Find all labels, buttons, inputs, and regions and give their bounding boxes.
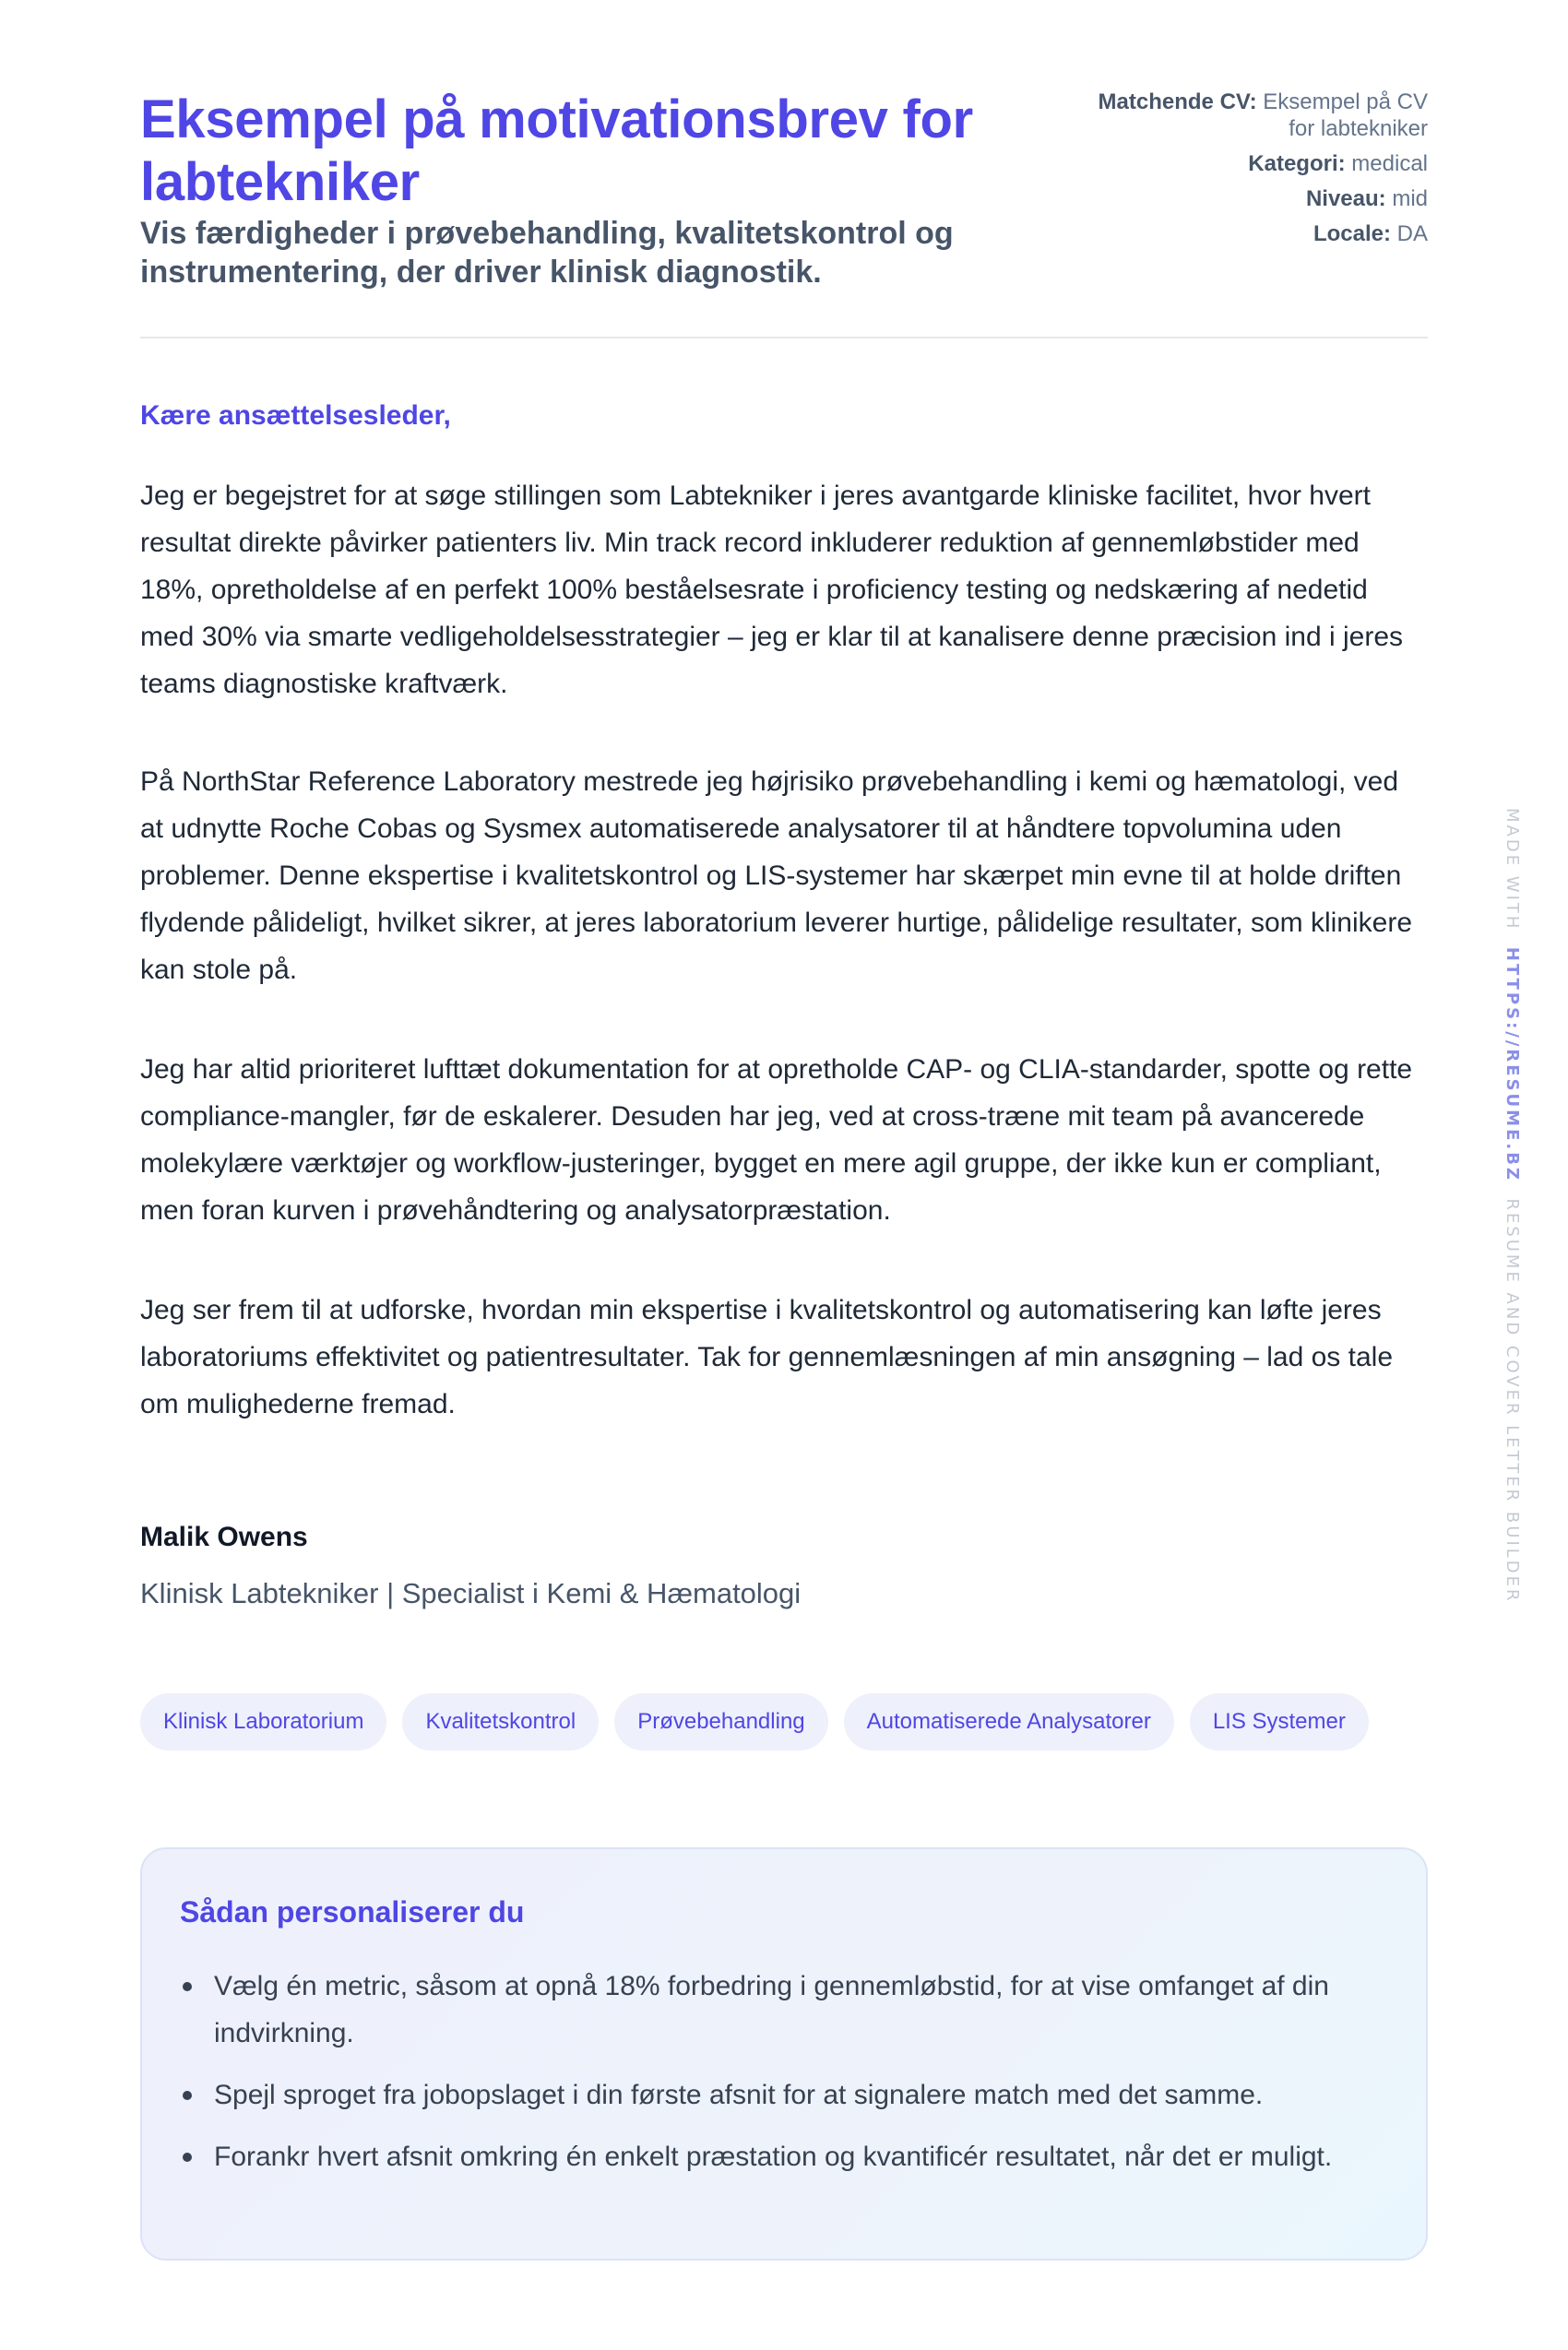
meta-locale-label: Locale:: [1313, 221, 1391, 246]
watermark-prefix: MADE WITH: [1503, 808, 1522, 932]
skill-tag[interactable]: Prøvebehandling: [614, 1693, 827, 1751]
tip-item: [180, 2133, 1379, 2180]
meta-category-label: Kategori:: [1248, 151, 1346, 176]
tip-item: [180, 2071, 1379, 2119]
skill-tag[interactable]: Klinisk Laboratorium: [140, 1693, 386, 1751]
meta-level-value: mid: [1392, 186, 1428, 211]
meta-category-value: medical: [1351, 151, 1428, 176]
page-title: Eksempel på motivationsbrev for labtekniker: [140, 89, 973, 212]
meta-level: [1096, 185, 1428, 212]
meta-cv: [1096, 89, 1428, 142]
meta-category: [1096, 150, 1428, 177]
bullet-icon: [183, 1982, 192, 1991]
meta-panel: [1096, 89, 1428, 255]
signature-name: Malik Owens: [140, 1522, 308, 1552]
signature-title: Klinisk Labtekniker | Specialist i Kemi & Hæmatologi: [140, 1577, 802, 1609]
meta-cv-label: Matchende CV:: [1098, 89, 1257, 114]
tip-item: [180, 1963, 1379, 2057]
letter-paragraph: På NorthStar Reference Laboratory mestrede jeg højrisiko prøvebehandling i kemi og hæmatologi, ved at udnytte Roche Cobas og Sysmex automatiserede analysatorer til at håndtere topvolumina uden problemer. Denne ekspertise i kvalitetskontrol og LIS-systemer har skærpet min evne til at holde driften flydende pålideligt, hvilket sikrer, at jeres laboratorium leverer hurtige, pålidelige resultater, som klinikere kan stole på.: [140, 766, 1413, 985]
personalization-tips-box: [140, 1847, 1428, 2261]
watermark-suffix: RESUME AND COVER LETTER BUILDER: [1503, 1198, 1522, 1604]
vertical-watermark: [1489, 808, 1522, 1604]
page-subtitle: Vis færdigheder i prøvebehandling, kvalitetskontrol og instrumentering, der driver klinisk diagnostik.: [140, 216, 954, 290]
skill-tag[interactable]: Automatiserede Analysatorer: [844, 1693, 1174, 1751]
bullet-icon: [183, 2091, 192, 2100]
bullet-icon: [183, 2153, 192, 2162]
skill-tag[interactable]: Kvalitetskontrol: [402, 1693, 599, 1751]
header-divider: [140, 337, 1428, 338]
letter-paragraph: Jeg har altid prioriteret lufttæt dokumentation for at opretholde CAP- og CLIA-standarder, spotte og rette compliance-mangler, før de eskalerer. Desuden har jeg, ved at cross-træne mit team på avancerede molekylære værktøjer og workflow-justeringer, bygget en mere agil gruppe, der ikke kun er compliant, men foran kurven i prøvehåndtering og analysatorpræstation.: [140, 1054, 1413, 1226]
skill-tags: [140, 1693, 1428, 1751]
watermark-link[interactable]: HTTPS://RESUME.BZ: [1503, 946, 1522, 1182]
skill-tag[interactable]: LIS Systemer: [1190, 1693, 1369, 1751]
tips-title: Sådan personaliserer du: [180, 1895, 525, 1929]
header: [140, 89, 1428, 338]
salutation: Kære ansættelsesleder,: [140, 400, 451, 431]
tips-list: [180, 1963, 1379, 2195]
meta-locale: [1096, 220, 1428, 247]
meta-level-label: Niveau:: [1305, 186, 1386, 211]
tip-text: Forankr hvert afsnit omkring én enkelt præstation og kvantificér resultatet, når det er muligt.: [214, 2142, 1333, 2172]
tip-text: Vælg én metric, såsom at opnå 18% forbedring i gennemløbstid, for at vise omfanget af din indvirkning.: [214, 1971, 1329, 2048]
meta-locale-value: DA: [1396, 221, 1428, 246]
letter-paragraph: Jeg ser frem til at udforske, hvordan min ekspertise i kvalitetskontrol og automatisering kan løfte jeres laboratoriums effektivitet og patientresultater. Tak for gennemlæsningen af min ansøgning – lad os tale om mulighederne fremad.: [140, 1295, 1394, 1419]
tip-text: Spejl sproget fra jobopslaget i din første afsnit for at signalere match med det samme.: [214, 2080, 1264, 2110]
meta-cv-value[interactable]: Eksempel på CV for labtekniker: [1263, 89, 1428, 141]
letter-paragraph: Jeg er begejstret for at søge stillingen som Labtekniker i jeres avantgarde kliniske facilitet, hvor hvert resultat direkte påvirker patienters liv. Min track record inkluderer reduktion af gennemløbstider med 18%, opretholdelse af en perfekt 100% beståelsesrate i proficiency testing og nedskæring af nedetid med 30% via smarte vedligeholdelsesstrategier – jeg er klar til at kanalisere denne præcision ind i jeres teams diagnostiske kraftværk.: [140, 481, 1404, 699]
